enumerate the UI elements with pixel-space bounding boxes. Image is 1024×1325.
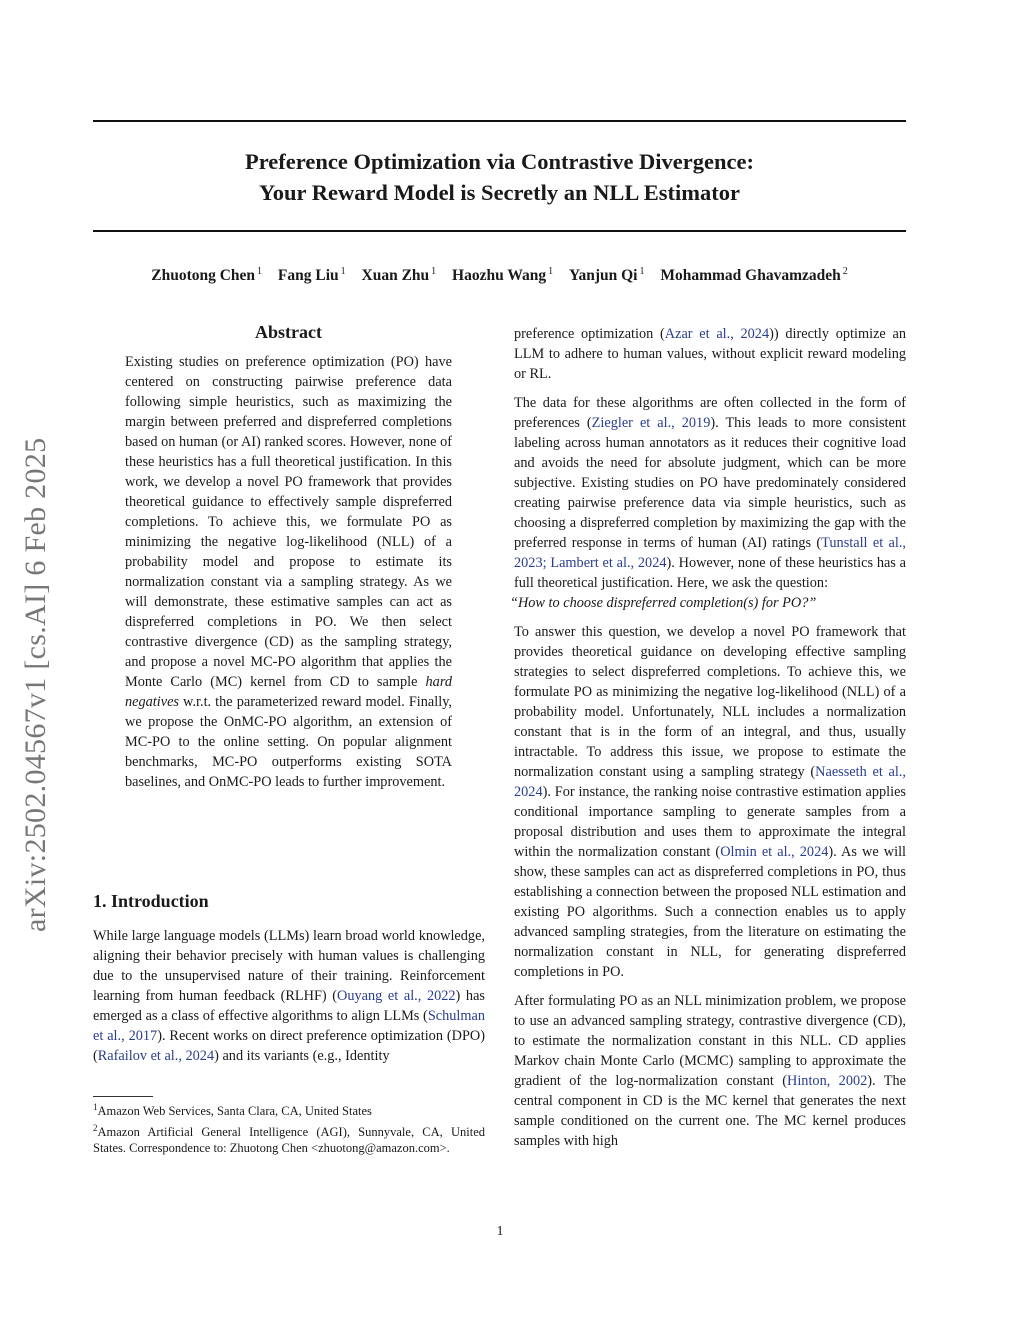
paper-title [93,146,906,208]
title-line-2: Your Reward Model is Secretly an NLL Estimator [258,180,740,205]
arxiv-stamp-container [16,372,62,932]
title-line-1: Preference Optimization via Contrastive Divergence: [244,149,754,174]
arxiv-stamp: arXiv:2502.04567v1 [cs.AI] 6 Feb 2025 [19,437,52,932]
citation-link[interactable]: Azar et al., 2024 [664,326,770,342]
page-number: 1 [496,1224,504,1239]
footnote: $^1$Amazon Web Services, Santa Clara, CA, United States $^2$Amazon Artificial General Intelligence (AGI), Sunnyvale, CA, United States. Correspondence to: Zhuotong Chen <zhuotong@amazon.com>. [93,1102,485,1156]
citation-link[interactable]: Ouyang et al., 2022 [337,988,456,1004]
author: Mohammad Ghavamzadeh $^2$ [660,266,848,284]
introduction-paragraph: While large language models (LLMs) learn broad world knowledge, aligning their behavior precisely with human values is challenging due to the unsupervised nature of their training. Reinforcement learning from human feedback (RLHF) (Ouyang et al., 2022) has emerged as a class of effective algorithms to align LLMs (Schulman et al., 2017). Recent works on direct preference optimization (DPO) (Rafailov et al., 2024) and its variants (e.g., Identity [93,928,485,1064]
right-column [510,324,907,1160]
paragraph: To answer this question, we develop a novel PO framework that provides theoretical guidance on developing effective sampling strategies to select dispreferred completions. To achieve this, we formulate PO as minimizing the negative log-likelihood (NLL) of a probability model. Unfortunately, NLL includes a normalization constant that is in the form of an integral, and thus, usually intractable. To address this issue, we propose to estimate the normalization constant using a sampling strategy (Naesseth et al., 2024). For instance, the ranking noise contrastive estimation applies conditional importance sampling to generate samples from a proposal distribution and uses them to approximate the integral within the normalization constant (Olmin et al., 2024). As we will show, these samples can act as dispreferred completions in PO, thus establishing a connection between the proposed NLL estimation and existing PO algorithms. Such a connection enables us to apply advanced sampling strategies, from the literature on estimating the normalization constant in NLL, for generating dispreferred completions in PO. [514,624,907,980]
paragraph: The data for these algorithms are often collected in the form of preferences (Ziegler et al., 2019). This leads to more consistent labeling across human annotators as it reduces their cognitive load and avoids the need for absolute judgment, which can be more subjective. Existing studies on PO have predominately considered creating pairwise preference data via simple heuristics, such as choosing a dispreferred completion by maximizing the gap with the preferred response in terms of human (AI) ratings (Tunstall et al., 2023; Lambert et al., 2024). However, none of these heuristics has a full theoretical justification. Here, we ask the question: “How to choose dispreferred completion(s) for PO?” [510,395,907,611]
research-question: “How to choose dispreferred completion(s) for PO?” [510,595,817,611]
section-heading-introduction: 1. Introduction [93,891,209,911]
citation-link[interactable]: Rafailov et al., 2024 [97,1048,215,1064]
abstract-heading: Abstract [255,322,322,342]
citation-link[interactable]: Tunstall et al., 2023; Lambert et al., 2024 [514,535,907,571]
abstract-text: Existing studies on preference optimization (PO) have centered on constructing pairwise preference data following simple heuristics, such as maximizing the margin between preferred and dispreferred completions based on human (or AI) ranked scores. However, none of these heuristics has a full theoretical justification. In this work, we develop a novel PO framework that provides theoretical guidance to effectively sample dispreferred completions. To achieve this, we formulate PO as minimizing the negative log-likelihood (NLL) of a probability model and propose to estimate its normalization constant via a sampling strategy. As we will demonstrate, these estimative samples can act as dispreferred completions in PO. We then select contrastive divergence (CD) as the sampling strategy, and propose a novel MC-PO algorithm that applies the Monte Carlo (MC) kernel from CD to sample hard negatives w.r.t. the parameterized reward model. Finally, we propose the OnMC-PO algorithm, an extension of MC-PO to the online setting. On popular alignment benchmarks, MC-PO outperforms existing SOTA baselines, and OnMC-PO leads to further improvement. [125,354,452,790]
citation-link[interactable]: Schulman et al., 2017 [93,1008,485,1044]
citation-link[interactable]: Olmin et al., 2024 [720,844,829,860]
title-bottom-rule [93,230,906,232]
author: Fang Liu $^1$ [277,266,346,284]
title-top-rule [93,120,906,122]
author: Yanjun Qi $^1$ [568,266,645,284]
author: Zhuotong Chen $^1$ [151,266,263,284]
author-list [93,266,906,285]
footnote-affiliation-1: Amazon Web Services, Santa Clara, CA, United States [97,1104,372,1119]
abstract-emphasis: hard negatives [125,674,452,710]
citation-link[interactable]: Naesseth et al., 2024 [514,764,906,800]
citation-link[interactable]: Hinton, 2002 [787,1073,868,1089]
author: Haozhu Wang $^1$ [452,266,554,284]
citation-link[interactable]: Ziegler et al., 2019 [591,415,711,431]
author: Xuan Zhu $^1$ [361,266,437,284]
footnote-affiliation-2: Amazon Artificial General Intelligence (AGI), Sunnyvale, CA, United States. Correspondence to: Zhuotong Chen <zhuotong@amazon.com>. [93,1124,485,1156]
paragraph: preference optimization (Azar et al., 2024)) directly optimize an LLM to adhere to human values, without explicit reward modeling or RL. [514,326,906,382]
footnote-rule [93,1096,153,1097]
paragraph: After formulating PO as an NLL minimization problem, we propose to use an advanced sampling strategy, contrastive divergence (CD), to estimate the normalization constant in this NLL. CD applies Markov chain Monte Carlo (MCMC) sampling to approximate the gradient of the log-normalization constant (Hinton, 2002). The central component in CD is the MC kernel that generates the next sample conditioned on the current one. The MC kernel produces samples with high [514,993,906,1149]
